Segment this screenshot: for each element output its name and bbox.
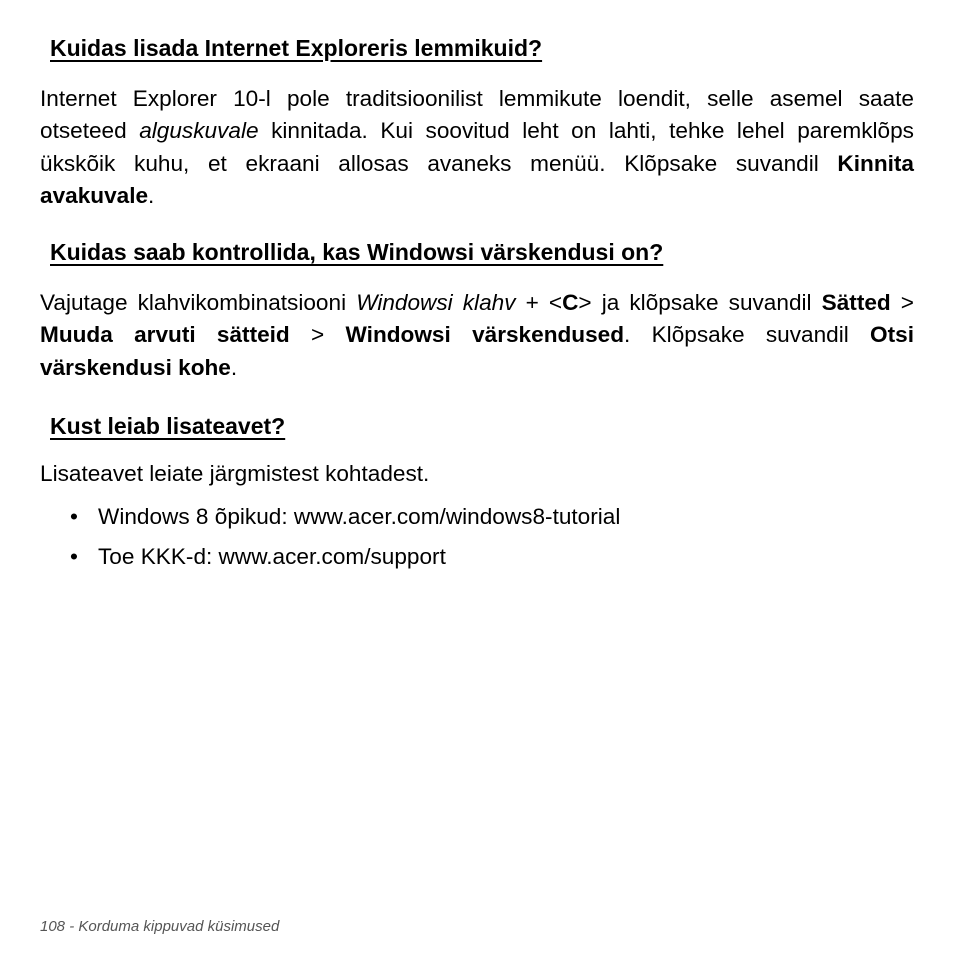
section-heading-favorites: Kuidas lisada Internet Exploreris lemmikuid? xyxy=(50,35,543,61)
paragraph-text: > ja klõpsake suvandil xyxy=(578,290,822,315)
bold-term: Muuda arvuti sätteid xyxy=(40,322,290,348)
paragraph-text: Vajutage klahvikombinatsiooni xyxy=(40,290,357,315)
bullet-icon: • xyxy=(70,504,78,529)
italic-term: Windowsi klahv xyxy=(356,290,516,315)
bold-term: Kinnita avakuvale xyxy=(40,150,914,208)
list-item-tutorials xyxy=(40,502,620,532)
info-link-list xyxy=(40,502,620,582)
bold-term: Windowsi värskendused xyxy=(345,322,625,348)
paragraph-text: + < xyxy=(515,290,563,315)
page-footer: 108 - Korduma kippuvad küsimused xyxy=(40,918,280,935)
paragraph-text: kinnitada. Kui soovitud leht on lahti, tehke lehel paremklõps ükskõik kuhu, et ekraani allosas avaneks menüü. Klõpsake suvandil xyxy=(40,118,914,176)
section-paragraph-favorites xyxy=(40,83,914,212)
paragraph-text: > xyxy=(890,290,915,315)
section-paragraph-updates xyxy=(40,287,914,384)
list-item-support xyxy=(40,542,620,572)
paragraph-text: . xyxy=(148,182,155,208)
bold-term: Otsi värskendusi kohe xyxy=(40,322,914,380)
section-paragraph-more-info xyxy=(40,458,914,490)
italic-term: alguskuvale xyxy=(139,118,259,144)
paragraph-text: Internet Explorer 10-l pole traditsioonilist lemmikute loendit, selle asemel saate otseteed xyxy=(40,86,914,144)
paragraph-text: . Klõpsake suvandil xyxy=(624,322,871,348)
list-item-text: Toe KKK-d: www.acer.com/support xyxy=(98,544,446,569)
bullet-icon: • xyxy=(70,544,78,569)
paragraph-text: . xyxy=(230,354,238,380)
section-heading-updates: Kuidas saab kontrollida, kas Windowsi värskendusi on? xyxy=(50,239,664,265)
paragraph-text: > xyxy=(289,322,346,348)
list-item-text: Windows 8 õpikud: www.acer.com/windows8-tutorial xyxy=(98,504,621,529)
bold-term: C xyxy=(562,290,579,315)
paragraph-text: Lisateavet leiate järgmistest kohtadest. xyxy=(40,461,430,486)
bold-term: Sätted xyxy=(821,290,891,315)
section-heading-more-info: Kust leiab lisateavet? xyxy=(50,413,286,439)
